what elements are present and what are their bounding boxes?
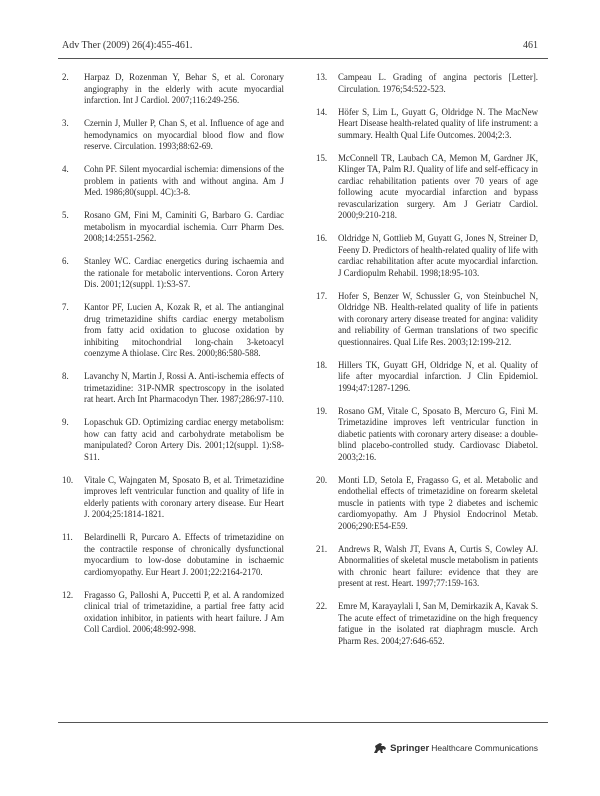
references-column-left [62, 72, 284, 647]
publisher-footer [373, 741, 538, 755]
reference-number: 18. [316, 359, 328, 370]
reference-text: Lopaschuk GD. Optimizing cardiac energy metabolism: how can fatty acid and carbohydrate metabolism be manipulated? Coron Artery Dis. 2001;12(suppl. 1):S8-S11. [84, 417, 284, 462]
reference-item [62, 164, 284, 199]
reference-number: 22. [316, 601, 328, 611]
reference-text: Monti LD, Setola E, Fragasso G, et al. Metabolic and endothelial effects of trimetazidine on forearm skeletal muscle in patients with type 2 diabetes and ischemic cardiomyopathy. Am J Physiol Endocrinol Metab. 2006;290:E54-E59. [338, 474, 538, 531]
reference-number: 15. [316, 152, 328, 163]
reference-item [62, 371, 284, 406]
reference-text: Harpaz D, Rozenman Y, Behar S, et al. Coronary angiography in the elderly with acute myocardial infarction. Int J Cardiol. 2007;116:249-256. [84, 72, 284, 105]
references-column-right [316, 72, 538, 659]
publisher-brand: Springer [390, 742, 430, 754]
reference-text: Cohn PF. Silent myocardial ischemia: dimensions of the problem in patients with and without angina. Am J Med. 1986;80(suppl. 4C):3-8. [84, 164, 284, 197]
journal-citation: Adv Ther (2009) 26(4):455-461. [62, 40, 193, 51]
reference-number: 5. [62, 210, 69, 220]
reference-number: 21. [316, 543, 328, 554]
reference-item [62, 532, 284, 578]
reference-item [62, 475, 284, 521]
footer-divider [58, 722, 548, 723]
reference-number: 4. [62, 164, 69, 174]
reference-text: Campeau L. Grading of angina pectoris [Letter]. Circulation. 1976;54:522-523. [338, 72, 538, 94]
reference-item [62, 210, 284, 245]
reference-text: Fragasso G, Palloshi A, Puccetti P, et al. A randomized clinical trial of trimetazidine, a partial free fatty acid oxidation inhibitor, in patients with heart failure. J Am Coll Cardiol. 2006;48:992-998. [84, 589, 284, 634]
reference-text: Czernin J, Muller P, Chan S, et al. Influence of age and hemodynamics on myocardial blood flow and flow reserve. Circulation. 1993;88:62-69. [84, 118, 284, 151]
reference-item [316, 360, 538, 395]
reference-item [62, 118, 284, 153]
reference-text: Rosano GM, Fini M, Caminiti G, Barbaro G. Cardiac metabolism in myocardial ischemia. Curr Pharm Des. 2008;14:2551-2562. [84, 210, 284, 243]
reference-item [62, 256, 284, 291]
reference-number: 19. [316, 405, 328, 416]
reference-number: 7. [62, 302, 69, 312]
reference-text: Belardinelli R, Purcaro A. Effects of trimetazidine on the contractile response of chronically dysfunctional myocardium to low-dose dobutamine in ischaemic cardiomyopathy. Eur Heart J. 2001;22:2164-2170. [84, 532, 284, 577]
reference-text: McConnell TR, Laubach CA, Memon M, Gardner JK, Klinger TA, Palm RJ. Quality of life and self-efficacy in cardiac rehabilitation patients over 70 years of age following acute myocardial infarction and bypass revascularization surgery. Am J Geriatr Cardiol. 2000;9:210-218. [338, 152, 538, 220]
reference-text: Vitale C, Wajngaten M, Sposato B, et al. Trimetazidine improves left ventricular function and quality of life in elderly patients with coronary artery disease. Eur Heart J. 2004;25:1814-1821. [84, 474, 284, 519]
reference-number: 12. [62, 589, 74, 600]
reference-text: Hillers TK, Guyatt GH, Oldridge N, et al. Quality of life after myocardial infarction. J Clin Epidemiol. 1994;47:1287-1296. [338, 359, 538, 393]
reference-number: 11. [62, 532, 73, 542]
reference-number: 14. [316, 106, 328, 117]
reference-number: 8. [62, 371, 69, 381]
reference-text: Höfer S, Lim L, Guyatt G, Oldridge N. The MacNew Heart Disease health-related quality of life instrument: a summary. Health Qual Life Outcomes. 2004;2:3. [338, 106, 538, 140]
reference-number: 6. [62, 256, 69, 266]
reference-item [62, 72, 284, 107]
reference-number: 17. [316, 290, 328, 301]
reference-item [316, 475, 538, 533]
reference-item [316, 291, 538, 349]
reference-text: Kantor PF, Lucien A, Kozak R, et al. The antianginal drug trimetazidine shifts cardiac energy metabolism from fatty acid oxidation to glucose oxidation by inhibiting mitochondrial long-chain 3-ketoacyl coenzyme A thiolase. Circ Res. 2000;86:580-588. [84, 302, 284, 358]
reference-text: Oldridge N, Gottlieb M, Guyatt G, Jones N, Streiner D, Feeny D. Predictors of health-related quality of life with cardiac rehabilitation after acute myocardial infarction. J Cardiopulm Rehabil. 1998;18:95-103. [338, 233, 538, 278]
reference-number: 10. [62, 474, 74, 485]
reference-item [316, 72, 538, 95]
reference-number: 3. [62, 118, 69, 128]
reference-number: 16. [316, 233, 328, 243]
publisher-brand-sub: Healthcare Communications [431, 743, 538, 753]
reference-text: Andrews R, Walsh JT, Evans A, Curtis S, Cowley AJ. Abnormalities of skeletal muscle metabolism in patients with chronic heart failure: evidence that they are present at rest. Heart. 1997;77:159-163. [338, 543, 538, 588]
reference-item [316, 406, 538, 464]
reference-item [316, 544, 538, 590]
header-divider [58, 58, 548, 59]
reference-item [316, 107, 538, 142]
reference-text: Emre M, Karayaylali I, San M, Demirkazik A, Kavak S. The acute effect of trimetazidine on the high frequency fatigue in the isolated rat diaphragm muscle. Arch Pharm Res. 2004;27:646-652. [338, 601, 538, 646]
reference-text: Stanley WC. Cardiac energetics during ischaemia and the rationale for metabolic interventions. Coron Artery Dis. 2001;12(suppl. 1):S3-S7. [84, 256, 284, 289]
page-number: 461 [523, 40, 538, 51]
reference-number: 20. [316, 474, 328, 485]
reference-text: Lavanchy N, Martin J, Rossi A. Anti-ischemia effects of trimetazidine: 31P-NMR spectroscopy in the isolated rat heart. Arch Int Pharmacodyn Ther. 1987;286:97-110. [84, 371, 284, 404]
reference-item [62, 302, 284, 360]
running-header [62, 40, 538, 54]
reference-item [62, 590, 284, 636]
springer-horse-icon [373, 742, 387, 754]
reference-number: 2. [62, 72, 69, 82]
reference-item [62, 417, 284, 463]
reference-text: Hofer S, Benzer W, Schussler G, von Steinbuchel N, Oldridge NB. Health-related quality of life in patients with coronary artery disease treated for angina: validity and reliability of German translations of two specific questionnaires. Qual Life Res. 2003;12:199-212. [338, 290, 538, 347]
reference-item [316, 153, 538, 222]
reference-item [316, 233, 538, 279]
reference-number: 13. [316, 72, 328, 82]
reference-number: 9. [62, 417, 69, 427]
reference-item [316, 601, 538, 647]
reference-text: Rosano GM, Vitale C, Sposato B, Mercuro G, Finì M. Trimetazidine improves left ventricular function in diabetic patients with coronary artery disease: a double-blind placebo-controlled study. Cardiovasc Diabetol. 2003;2:16. [338, 405, 538, 462]
